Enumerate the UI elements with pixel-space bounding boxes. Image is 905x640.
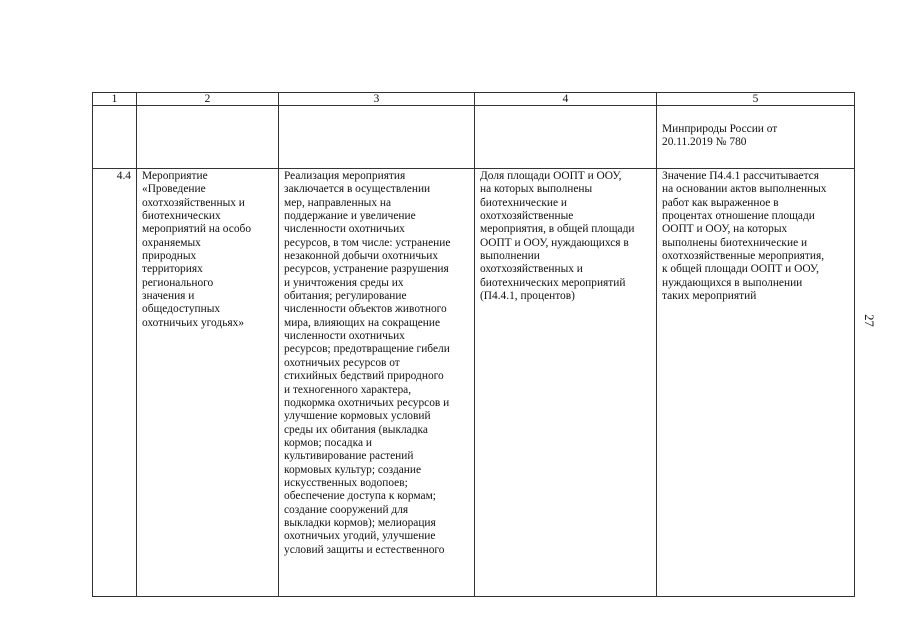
text-line: мер, направленных на: [284, 196, 392, 209]
text-line: условий защиты и естественного: [284, 543, 445, 556]
implementation-cell: [279, 169, 475, 597]
text-line: таких мероприятий: [662, 290, 757, 303]
text-line: охотхозяйственных и: [142, 196, 245, 209]
text-line: создание сооружений для: [284, 503, 409, 516]
continuation-cell-1: [93, 106, 137, 169]
text-line: «Проведение: [142, 183, 206, 196]
text-line: подкормка охотничьих ресурсов и: [284, 396, 450, 409]
text-line: биотехнические и: [480, 196, 567, 209]
continuation-cell-3: [279, 106, 475, 169]
header-cell-2: 2: [137, 93, 279, 106]
text-line: охотничьих ресурсов от: [284, 356, 400, 369]
text-line: численности охотничьих: [284, 223, 405, 236]
text-line: среды их обитания (выкладка: [284, 423, 428, 436]
text-line: нуждающихся в выполнении: [662, 276, 803, 289]
text-line: Минприроды России от: [662, 123, 778, 135]
row-number: 4.4: [93, 169, 137, 597]
header-cell-4: 4: [475, 93, 657, 106]
text-line: Реализация мероприятия: [284, 170, 406, 182]
text-line: охотхозяйственные мероприятия,: [662, 250, 825, 263]
text-line: поддержание и увеличение: [284, 210, 416, 223]
text-line: ресурсов; предотвращение гибели: [284, 343, 450, 356]
page-number: 27: [861, 314, 876, 327]
text-line: на основании актов выполненных: [662, 183, 827, 196]
text-line: работ как выраженное в: [662, 196, 779, 209]
text-line: общедоступных: [142, 303, 221, 316]
indicator-cell: [475, 169, 657, 597]
text-line: на которых выполнены: [480, 183, 593, 196]
text-line: биотехнических мероприятий: [480, 276, 626, 289]
text-line: обеспечение доступа к кормам;: [284, 490, 436, 503]
text-line: численности объектов животного: [284, 303, 447, 316]
text-line: культивирование растений: [284, 450, 414, 463]
text-line: Мероприятие: [142, 170, 208, 182]
text-line: (П4.4.1, процентов): [480, 290, 575, 303]
text-line: мероприятий на особо: [142, 223, 252, 236]
continuation-cell-4: [475, 106, 657, 169]
text-line: регионального: [142, 276, 214, 289]
text-line: заключается в осуществлении: [284, 183, 431, 196]
continuation-row: [93, 106, 855, 169]
table-row: [93, 169, 855, 597]
text-line: кормов; посадка и: [284, 436, 372, 449]
header-cell-1: 1: [93, 93, 137, 106]
text-line: охотничьих угодий, улучшение: [284, 530, 436, 543]
continuation-cell-2: [137, 106, 279, 169]
text-line: охотничьих угодьях»: [142, 316, 245, 329]
text-line: мира, влияющих на сокращение: [284, 316, 441, 329]
event-name-cell: [137, 169, 279, 597]
text-line: ООПТ и ООУ, нуждающихся в: [480, 236, 629, 249]
text-line: мероприятия, в общей площади: [480, 223, 635, 236]
text-line: и техногенного характера,: [284, 383, 412, 396]
text-line: территориях: [142, 263, 203, 276]
text-line: ООПТ и ООУ, на которых: [662, 223, 788, 236]
text-line: выполнены биотехнические и: [662, 236, 808, 249]
text-line: значения и: [142, 290, 195, 303]
text-line: улучшение кормовых условий: [284, 410, 431, 423]
text-line: искусственных водопоев;: [284, 476, 408, 489]
text-line: охраняемых: [142, 236, 201, 249]
text-line: выполнении: [480, 250, 540, 263]
text-line: природных: [142, 250, 197, 263]
text-line: процентах отношение площади: [662, 210, 815, 223]
text-line: Доля площади ООПТ и ООУ,: [480, 170, 622, 182]
text-line: Значение П4.4.1 рассчитывается: [662, 170, 819, 182]
calculation-method-cell: [657, 169, 855, 597]
text-line: 20.11.2019 № 780: [662, 136, 747, 149]
header-cell-3: 3: [279, 93, 475, 106]
indicator-table: [92, 92, 855, 597]
text-line: ресурсов, в том числе: устранение: [284, 236, 451, 249]
text-line: и уничтожения среды их: [284, 276, 404, 289]
continuation-cell-5: [657, 106, 855, 169]
text-line: численности охотничьих: [284, 330, 405, 343]
text-line: обитания; регулирование: [284, 290, 407, 303]
table-header-row: [93, 93, 855, 106]
text-line: кормовых культур; создание: [284, 463, 422, 476]
text-line: ресурсов, устранение разрушения: [284, 263, 449, 276]
text-line: биотехнических: [142, 210, 221, 223]
text-line: незаконной добычи охотничьих: [284, 250, 439, 263]
text-line: охотхозяйственных и: [480, 263, 583, 276]
header-cell-5: 5: [657, 93, 855, 106]
text-line: выкладки кормов); мелиорация: [284, 516, 436, 529]
text-line: к общей площади ООПТ и ООУ,: [662, 263, 819, 276]
text-line: стихийных бедствий природного: [284, 370, 444, 383]
text-line: охотхозяйственные: [480, 210, 574, 223]
